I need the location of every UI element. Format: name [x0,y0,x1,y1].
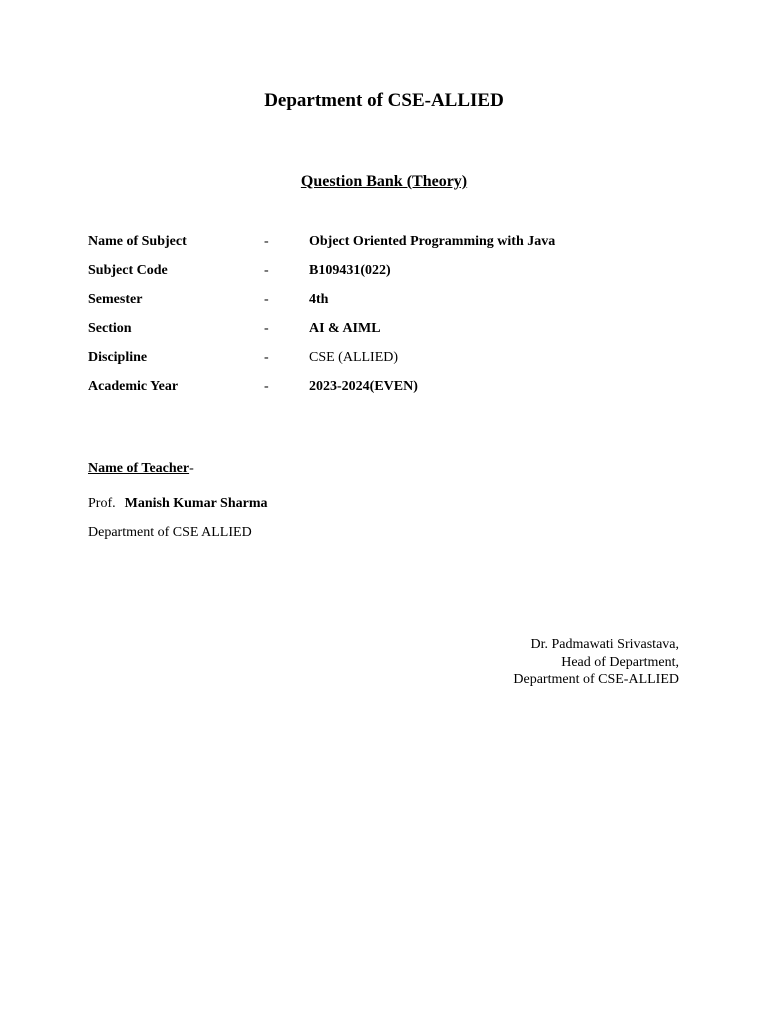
info-value: B109431(022) [309,263,391,278]
document-subtitle: Question Bank (Theory) [300,173,468,190]
info-value: CSE (ALLIED) [309,350,399,365]
info-value: 2023-2024(EVEN) [309,379,418,394]
teacher-name: Manish Kumar Sharma [124,496,268,511]
info-separator: - [264,234,269,249]
info-row-subject-name [88,234,688,263]
info-label: Semester [88,292,143,307]
teacher-heading [88,461,194,477]
signatory-role: Head of Department, [561,654,679,670]
info-value: AI & AIML [309,321,381,336]
info-value: Object Oriented Programming with Java [309,234,556,249]
page-title: Department of CSE-ALLIED [264,90,504,111]
signature-block [513,636,679,689]
info-row-discipline [88,350,688,379]
signatory-department: Department of CSE-ALLIED [513,672,679,687]
subject-info-table [88,234,688,408]
info-separator: - [264,379,269,394]
teacher-prefix: Prof. [88,496,116,511]
info-label: Discipline [88,350,148,365]
info-separator: - [264,292,269,307]
teacher-department: Department of CSE ALLIED [88,525,252,540]
info-separator: - [264,321,269,336]
signatory-name: Dr. Padmawati Srivastava, [530,637,679,652]
info-label: Academic Year [88,379,179,394]
info-label: Section [88,321,132,336]
info-row-section [88,321,688,350]
info-label: Subject Code [88,263,168,278]
info-row-subject-code [88,263,688,292]
info-row-academic-year [88,379,688,408]
teacher-name-line [88,496,268,512]
info-value: 4th [309,292,329,307]
info-row-semester [88,292,688,321]
info-separator: - [264,263,269,278]
teacher-heading-label: Name of Teacher [88,461,190,476]
info-separator: - [264,350,269,365]
teacher-heading-suffix: - [189,461,194,476]
info-label: Name of Subject [88,234,187,249]
